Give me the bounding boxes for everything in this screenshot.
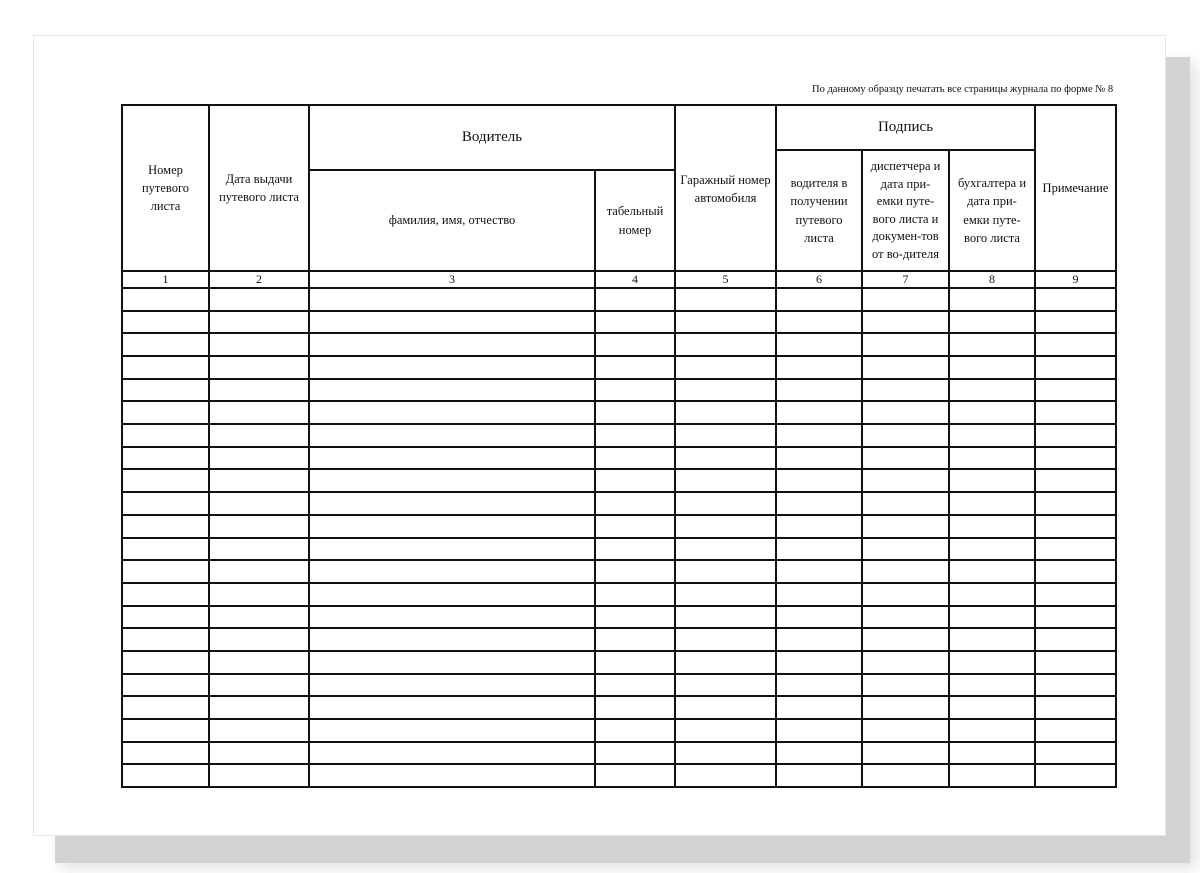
- table-cell[interactable]: [949, 447, 1035, 470]
- table-cell[interactable]: [309, 696, 595, 719]
- table-cell[interactable]: [776, 401, 862, 424]
- table-cell[interactable]: [209, 628, 309, 651]
- table-cell[interactable]: [675, 515, 776, 538]
- table-cell[interactable]: [949, 333, 1035, 356]
- table-cell[interactable]: [1035, 538, 1116, 561]
- table-cell[interactable]: [1035, 764, 1116, 787]
- table-cell[interactable]: [209, 492, 309, 515]
- table-row: [122, 447, 1116, 470]
- table-cell[interactable]: [309, 538, 595, 561]
- table-cell[interactable]: [122, 674, 209, 697]
- table-cell[interactable]: [675, 424, 776, 447]
- table-cell[interactable]: [1035, 628, 1116, 651]
- table-cell[interactable]: [595, 424, 675, 447]
- table-cell[interactable]: [1035, 651, 1116, 674]
- column-number: 8: [989, 271, 995, 286]
- column-number: 4: [632, 271, 638, 286]
- table-cell[interactable]: [595, 719, 675, 742]
- table-cell[interactable]: [862, 628, 949, 651]
- table-cell[interactable]: [949, 515, 1035, 538]
- header-waybill-number-text: Номер путевого листа: [141, 162, 190, 214]
- table-cell[interactable]: [776, 560, 862, 583]
- table-cell[interactable]: [949, 538, 1035, 561]
- table-row: [122, 333, 1116, 356]
- row-divider: [121, 673, 1117, 675]
- column-number: 7: [902, 271, 909, 286]
- table-cell[interactable]: [309, 492, 595, 515]
- table-cell[interactable]: [675, 379, 776, 402]
- table-cell[interactable]: [862, 447, 949, 470]
- table-cell[interactable]: [1035, 356, 1116, 379]
- table-cell[interactable]: [949, 492, 1035, 515]
- table-cell[interactable]: [309, 311, 595, 334]
- table-cell[interactable]: [949, 469, 1035, 492]
- table-row: [122, 674, 1116, 697]
- header-dispatcher-signature-text: диспетчера и дата при-емки путе-вого листа и докумен-тов от во-дителя: [870, 159, 941, 261]
- table-cell[interactable]: [309, 401, 595, 424]
- table-cell[interactable]: [309, 742, 595, 765]
- header-issue-date-text: Дата выдачи путевого листа: [219, 171, 299, 204]
- row-divider: [121, 741, 1117, 743]
- table-cell[interactable]: [122, 333, 209, 356]
- table-cell[interactable]: [595, 356, 675, 379]
- table-row: [122, 424, 1116, 447]
- table-cell[interactable]: [122, 628, 209, 651]
- header-garage-number-text: Гаражный номер автомобиля: [680, 173, 771, 206]
- table-cell[interactable]: [122, 583, 209, 606]
- column-number: 5: [722, 271, 729, 286]
- table-cell[interactable]: [949, 651, 1035, 674]
- table-cell[interactable]: [209, 424, 309, 447]
- table-cell[interactable]: [675, 356, 776, 379]
- row-divider: [121, 605, 1117, 607]
- row-divider: [121, 423, 1117, 425]
- table-cell[interactable]: [595, 696, 675, 719]
- table-cell[interactable]: [1035, 288, 1116, 311]
- table-cell[interactable]: [675, 447, 776, 470]
- table-cell[interactable]: [595, 628, 675, 651]
- table-cell[interactable]: [309, 469, 595, 492]
- header-personnel-number: [595, 170, 675, 271]
- table-cell[interactable]: [675, 469, 776, 492]
- table-cell[interactable]: [122, 606, 209, 629]
- table-cell[interactable]: [862, 742, 949, 765]
- table-cell[interactable]: [675, 674, 776, 697]
- table-row: [122, 742, 1116, 765]
- row-divider: [121, 355, 1117, 357]
- table-cell[interactable]: [949, 288, 1035, 311]
- header-group-driver: [309, 105, 675, 170]
- table-cell[interactable]: [862, 311, 949, 334]
- table-cell[interactable]: [949, 742, 1035, 765]
- table-cell[interactable]: [776, 515, 862, 538]
- table-cell[interactable]: [209, 401, 309, 424]
- table-cell[interactable]: [862, 583, 949, 606]
- row-divider: [121, 310, 1117, 312]
- table-row: [122, 764, 1116, 787]
- table-cell[interactable]: [209, 288, 309, 311]
- row-divider: [121, 378, 1117, 380]
- table-row: [122, 696, 1116, 719]
- table-cell[interactable]: [675, 764, 776, 787]
- table-cell[interactable]: [862, 401, 949, 424]
- table-cell[interactable]: [309, 583, 595, 606]
- table-cell[interactable]: [595, 560, 675, 583]
- table-row: [122, 288, 1116, 311]
- table-cell[interactable]: [209, 356, 309, 379]
- header-remarks: [1035, 105, 1116, 271]
- table-cell[interactable]: [595, 606, 675, 629]
- header-driver-signature-text: водителя в получении путевого листа: [790, 176, 848, 245]
- table-row: [122, 492, 1116, 515]
- table-cell[interactable]: [595, 651, 675, 674]
- table-cell[interactable]: [122, 764, 209, 787]
- table-cell[interactable]: [309, 628, 595, 651]
- table-cell[interactable]: [949, 379, 1035, 402]
- table-cell[interactable]: [209, 719, 309, 742]
- header-full-name-text: фамилия, имя, отчество: [388, 213, 516, 228]
- table-row: [122, 560, 1116, 583]
- table-cell[interactable]: [776, 311, 862, 334]
- table-cell[interactable]: [949, 674, 1035, 697]
- table-cell[interactable]: [1035, 424, 1116, 447]
- header-full-name: [309, 170, 595, 271]
- table-cell[interactable]: [309, 651, 595, 674]
- table-cell[interactable]: [949, 401, 1035, 424]
- table-cell[interactable]: [949, 311, 1035, 334]
- table-cell[interactable]: [209, 651, 309, 674]
- table-cell[interactable]: [862, 424, 949, 447]
- table-cell[interactable]: [1035, 742, 1116, 765]
- table-cell[interactable]: [209, 696, 309, 719]
- table-row: [122, 583, 1116, 606]
- row-divider: [121, 468, 1117, 470]
- table-cell[interactable]: [309, 674, 595, 697]
- table-cell[interactable]: [862, 606, 949, 629]
- table-cell[interactable]: [862, 651, 949, 674]
- table-cell[interactable]: [675, 538, 776, 561]
- table-cell[interactable]: [309, 288, 595, 311]
- table-cell[interactable]: [862, 538, 949, 561]
- table-cell[interactable]: [209, 764, 309, 787]
- table-cell[interactable]: [309, 719, 595, 742]
- row-divider: [121, 582, 1117, 584]
- table-cell[interactable]: [1035, 719, 1116, 742]
- table-cell[interactable]: [309, 515, 595, 538]
- table-cell[interactable]: [776, 651, 862, 674]
- table-cell[interactable]: [776, 583, 862, 606]
- table-cell[interactable]: [675, 560, 776, 583]
- table-cell[interactable]: [675, 583, 776, 606]
- table-cell[interactable]: [1035, 492, 1116, 515]
- header-group-signature: [776, 105, 1035, 150]
- table-cell[interactable]: [122, 401, 209, 424]
- table-cell[interactable]: [862, 560, 949, 583]
- table-cell[interactable]: [949, 696, 1035, 719]
- table-cell[interactable]: [776, 764, 862, 787]
- table-cell[interactable]: [595, 447, 675, 470]
- table-cell[interactable]: [776, 538, 862, 561]
- table-cell[interactable]: [209, 447, 309, 470]
- table-cell[interactable]: [122, 311, 209, 334]
- table-cell[interactable]: [595, 311, 675, 334]
- table-cell[interactable]: [122, 719, 209, 742]
- column-number: 9: [1072, 271, 1079, 286]
- table-cell[interactable]: [949, 424, 1035, 447]
- column-number: 2: [256, 271, 262, 286]
- row-divider: [121, 446, 1117, 448]
- table-cell[interactable]: [209, 515, 309, 538]
- table-cell[interactable]: [862, 356, 949, 379]
- table-cell[interactable]: [1035, 311, 1116, 334]
- table-cell[interactable]: [122, 288, 209, 311]
- table-cell[interactable]: [309, 447, 595, 470]
- table-cell[interactable]: [309, 379, 595, 402]
- table-cell[interactable]: [776, 447, 862, 470]
- table-row: [122, 401, 1116, 424]
- table-cell[interactable]: [209, 379, 309, 402]
- table-cell[interactable]: [209, 311, 309, 334]
- table-cell[interactable]: [862, 469, 949, 492]
- row-divider: [121, 400, 1117, 402]
- header-garage-number: [675, 105, 776, 271]
- row-divider: [121, 491, 1117, 493]
- column-number: 3: [449, 271, 455, 286]
- table-row: [122, 628, 1116, 651]
- table-cell[interactable]: [1035, 379, 1116, 402]
- table-cell[interactable]: [122, 742, 209, 765]
- header-group-signature-text: Подпись: [877, 118, 934, 135]
- table-cell[interactable]: [675, 288, 776, 311]
- table-cell[interactable]: [309, 424, 595, 447]
- table-cell[interactable]: [122, 538, 209, 561]
- table-cell[interactable]: [595, 674, 675, 697]
- table-cell[interactable]: [776, 356, 862, 379]
- table-cell[interactable]: [595, 288, 675, 311]
- table-cell[interactable]: [675, 651, 776, 674]
- table-cell[interactable]: [209, 333, 309, 356]
- row-divider: [121, 718, 1117, 720]
- driver-group-divider: [308, 169, 676, 171]
- row-divider: [121, 650, 1117, 652]
- table-cell[interactable]: [776, 492, 862, 515]
- table-cell[interactable]: [595, 469, 675, 492]
- table-cell[interactable]: [1035, 469, 1116, 492]
- header-accountant-signature: [949, 150, 1035, 271]
- table-cell[interactable]: [595, 764, 675, 787]
- table-cell[interactable]: [595, 379, 675, 402]
- table-cell[interactable]: [209, 560, 309, 583]
- table-cell[interactable]: [1035, 696, 1116, 719]
- table-row: [122, 469, 1116, 492]
- row-divider: [121, 514, 1117, 516]
- table-cell[interactable]: [122, 515, 209, 538]
- table-cell[interactable]: [776, 674, 862, 697]
- signature-group-divider: [775, 149, 1036, 151]
- column-number: 1: [162, 271, 169, 286]
- row-divider: [121, 332, 1117, 334]
- table-cell[interactable]: [122, 469, 209, 492]
- table-cell[interactable]: [309, 764, 595, 787]
- table-row: [122, 719, 1116, 742]
- table-cell[interactable]: [949, 764, 1035, 787]
- table-cell[interactable]: [309, 560, 595, 583]
- table-cell[interactable]: [309, 333, 595, 356]
- table-cell[interactable]: [209, 469, 309, 492]
- table-cell[interactable]: [1035, 560, 1116, 583]
- table-cell[interactable]: [595, 401, 675, 424]
- table-cell[interactable]: [675, 719, 776, 742]
- row-divider: [121, 559, 1117, 561]
- table-row: [122, 538, 1116, 561]
- print-instruction-note: По данному образцу печатать все страницы журнала по форме № 8: [812, 84, 1114, 95]
- header-issue-date: [209, 105, 309, 271]
- table-cell[interactable]: [122, 356, 209, 379]
- table-cell[interactable]: [776, 696, 862, 719]
- table-cell[interactable]: [1035, 606, 1116, 629]
- header-remarks-text: Примечание: [1042, 180, 1109, 195]
- table-cell[interactable]: [1035, 515, 1116, 538]
- column-number: 6: [816, 271, 822, 286]
- table-cell[interactable]: [1035, 447, 1116, 470]
- header-driver-signature: [776, 150, 862, 271]
- table-cell[interactable]: [209, 742, 309, 765]
- table-row: [122, 356, 1116, 379]
- table-cell[interactable]: [862, 696, 949, 719]
- row-divider: [121, 627, 1117, 629]
- table-cell[interactable]: [675, 401, 776, 424]
- table-cell[interactable]: [209, 583, 309, 606]
- table-cell[interactable]: [776, 379, 862, 402]
- table-cell[interactable]: [675, 492, 776, 515]
- table-cell[interactable]: [209, 674, 309, 697]
- table-row: [122, 606, 1116, 629]
- table-row: [122, 515, 1116, 538]
- table-cell[interactable]: [309, 356, 595, 379]
- table-cell[interactable]: [1035, 583, 1116, 606]
- table-cell[interactable]: [949, 628, 1035, 651]
- table-cell[interactable]: [595, 333, 675, 356]
- table-cell[interactable]: [949, 583, 1035, 606]
- table-cell[interactable]: [122, 696, 209, 719]
- table-cell[interactable]: [1035, 401, 1116, 424]
- table-cell[interactable]: [776, 742, 862, 765]
- table-cell[interactable]: [862, 719, 949, 742]
- row-divider: [121, 763, 1117, 765]
- header-dispatcher-signature: [862, 150, 949, 271]
- table-cell[interactable]: [675, 606, 776, 629]
- table-cell[interactable]: [776, 424, 862, 447]
- table-cell[interactable]: [776, 628, 862, 651]
- table-cell[interactable]: [309, 606, 595, 629]
- table-cell[interactable]: [595, 538, 675, 561]
- row-divider: [121, 695, 1117, 697]
- table-cell[interactable]: [862, 764, 949, 787]
- table-cell[interactable]: [862, 674, 949, 697]
- table-cell[interactable]: [776, 333, 862, 356]
- header-group-driver-text: Водитель: [461, 128, 523, 145]
- table-cell[interactable]: [209, 606, 309, 629]
- table-cell[interactable]: [595, 583, 675, 606]
- table-cell[interactable]: [122, 424, 209, 447]
- table-cell[interactable]: [949, 560, 1035, 583]
- header-waybill-number: [122, 105, 209, 271]
- table-cell[interactable]: [122, 651, 209, 674]
- table-cell[interactable]: [1035, 674, 1116, 697]
- table-cell[interactable]: [1035, 333, 1116, 356]
- table-cell[interactable]: [862, 515, 949, 538]
- table-cell[interactable]: [122, 492, 209, 515]
- table-cell[interactable]: [862, 288, 949, 311]
- header-personnel-number-text: табельный номер: [606, 204, 664, 237]
- table-cell[interactable]: [595, 492, 675, 515]
- table-cell[interactable]: [122, 560, 209, 583]
- table-cell[interactable]: [595, 515, 675, 538]
- table-cell[interactable]: [675, 333, 776, 356]
- header-accountant-signature-text: бухгалтера и дата при-емки путе-вого листа: [957, 176, 1027, 245]
- table-cell[interactable]: [949, 719, 1035, 742]
- table-row: [122, 651, 1116, 674]
- table-cell[interactable]: [862, 333, 949, 356]
- table-cell[interactable]: [595, 742, 675, 765]
- table-cell[interactable]: [675, 696, 776, 719]
- row-divider: [121, 537, 1117, 539]
- table-cell[interactable]: [209, 538, 309, 561]
- table-cell[interactable]: [949, 356, 1035, 379]
- table-cell[interactable]: [675, 628, 776, 651]
- table-border-top: [121, 104, 1117, 106]
- table-cell[interactable]: [776, 288, 862, 311]
- table-cell[interactable]: [122, 447, 209, 470]
- table-cell[interactable]: [776, 469, 862, 492]
- table-cell[interactable]: [675, 742, 776, 765]
- table-cell[interactable]: [675, 311, 776, 334]
- table-cell[interactable]: [862, 492, 949, 515]
- table-cell[interactable]: [776, 606, 862, 629]
- table-row: [122, 379, 1116, 402]
- table-cell[interactable]: [862, 379, 949, 402]
- table-row: [122, 311, 1116, 334]
- table-cell[interactable]: [949, 606, 1035, 629]
- table-cell[interactable]: [776, 719, 862, 742]
- table-cell[interactable]: [122, 379, 209, 402]
